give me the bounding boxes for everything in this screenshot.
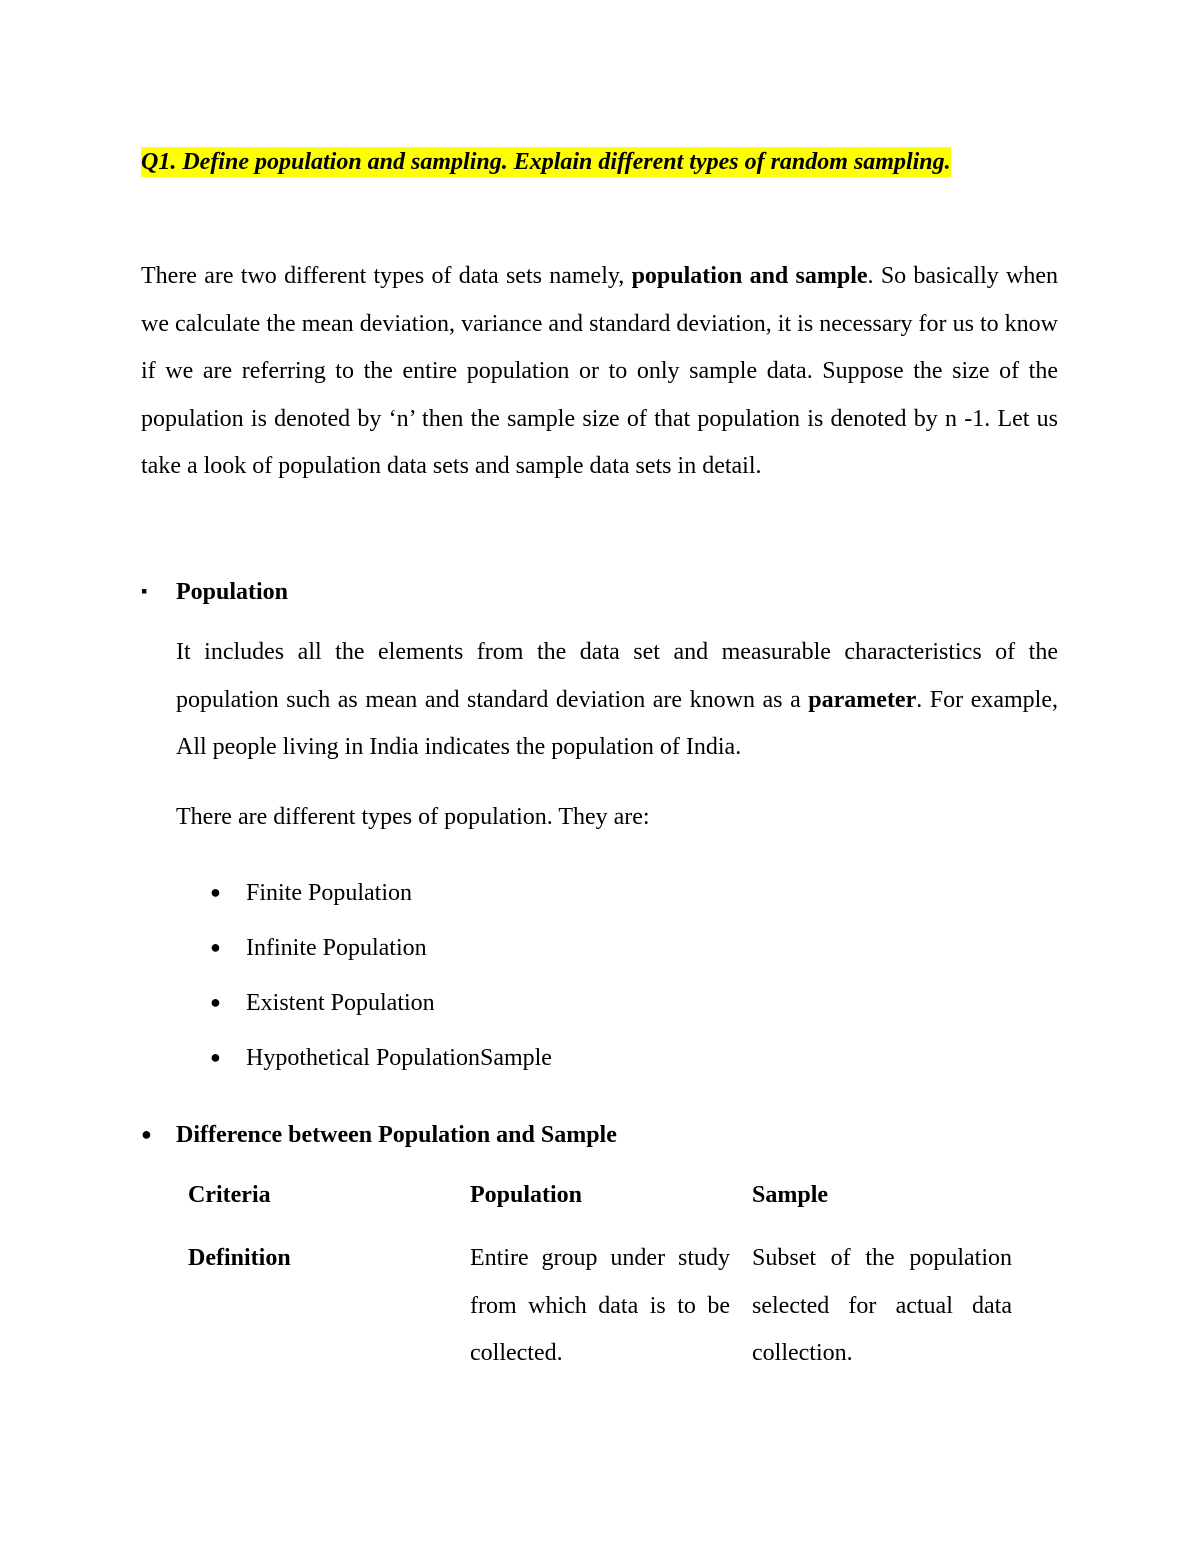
list-item-text: Hypothetical PopulationSample [246,1045,552,1071]
table-cell-sample: Subset of the population selected for actual data collection. [752,1245,1012,1367]
list-item-text: Finite Population [246,880,413,906]
difference-title: Difference between Population and Sample [176,1122,617,1148]
population-types-intro: There are different types of population. They are: [176,804,650,830]
difference-section-heading [141,1119,741,1150]
intro-bold-text: population and sample [631,263,868,289]
population-definition-paragraph [176,629,1058,772]
bullet-icon: ● [210,937,221,957]
population-section-heading [141,576,741,607]
population-types-list [210,877,552,1097]
population-title: Population [176,579,289,605]
intro-text-1: There are two different types of data sets namely, [141,263,632,289]
question-heading [141,138,1058,186]
bullet-icon: ● [210,1047,221,1067]
list-item-text: Infinite Population [246,935,427,961]
population-para-text-2: . For example, All people living in India indicates the population of India. [176,686,1058,761]
population-para-text-1: It includes all the elements from the data set and measurable characteristics of the population such as mean and standard deviation are known as a [176,639,1058,713]
list-item [210,1042,552,1097]
intro-text-2: . So basically when we calculate the mean deviation, variance and standard deviation, it is necessary for us to know if we are referring to the entire population or to only sample data. Suppose the size of the population is denoted by ‘n’ then the sample size of that population is denoted by n -1. Let us take a look of population data sets and sample data sets in detail. [141,263,1058,480]
bullet-icon: ● [210,882,221,902]
bullet-icon: ● [210,992,221,1012]
square-bullet-icon: ▪ [141,581,148,601]
parameter-bold-text: parameter [808,686,917,713]
table-header-population: Population [470,1182,583,1208]
list-item [210,877,552,932]
table-header-sample: Sample [752,1182,829,1208]
list-item-text: Existent Population [246,990,435,1016]
table-cell-population: Entire group under study from which data is to be collected. [470,1245,730,1367]
table-header-criteria: Criteria [188,1182,271,1208]
round-bullet-icon: ● [141,1124,152,1144]
list-item [210,987,552,1042]
table-cell-criteria: Definition [188,1245,291,1271]
highlighted-heading-text: Q1. Define population and sampling. Explain different types of random sampling. [141,149,951,175]
list-item [210,932,552,987]
intro-paragraph [141,253,1058,491]
